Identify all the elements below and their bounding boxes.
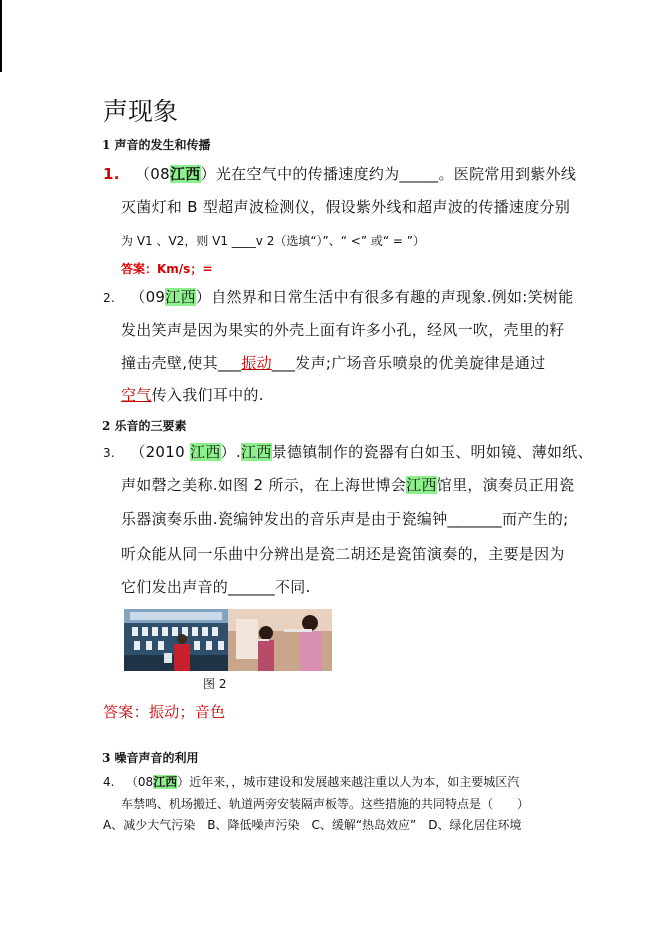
question-1-answer: 答案：Km/s；= bbox=[121, 262, 213, 276]
question-2-line-3-post: 发声;广场音乐喷泉的优美旋律是通过 bbox=[295, 354, 546, 372]
question-3-line-4: 听众能从同一乐曲中分辨出是瓷二胡还是瓷笛演奏的，主要是因为 bbox=[121, 545, 565, 563]
section-heading-1: 1 声音的发生和传播 bbox=[102, 138, 211, 152]
question-1-text: ）光在空气中的传播速度约为_____。医院常用到紫外线 bbox=[200, 165, 577, 183]
question-1-source-tag: 江西 bbox=[169, 165, 201, 183]
question-3-line-1 bbox=[103, 441, 593, 462]
question-4-options: A、减少大气污染 B、降低噪声污染 C、缓解“热岛效应” D、绿化居住环境 bbox=[103, 818, 522, 832]
blank-underline: ___ bbox=[271, 354, 296, 372]
question-3-line-2 bbox=[121, 474, 574, 495]
question-4-paren: （08 bbox=[125, 775, 154, 789]
question-3-pavilion-tag: 江西 bbox=[406, 476, 437, 494]
question-4-line-1 bbox=[103, 773, 519, 790]
question-4-source-tag: 江西 bbox=[153, 775, 178, 789]
question-2-source-tag: 江西 bbox=[165, 288, 196, 306]
question-2-line-4-post: 传入我们耳中的. bbox=[151, 386, 264, 404]
question-3-paren-close: ）. bbox=[220, 443, 242, 461]
question-2-line-4 bbox=[121, 384, 264, 405]
question-4-line-2: 车禁鸣、机场搬迁、轨道两旁安装隔声板等。这些措施的共同特点是（ ） bbox=[121, 797, 530, 811]
question-4-number: 4. bbox=[103, 775, 115, 789]
question-2-text: ）自然界和日常生活中有很多有趣的声现象.例如:笑树能 bbox=[195, 288, 574, 306]
section-heading-3: 3 噪音声音的利用 bbox=[102, 751, 199, 765]
question-3-paren: （2010 bbox=[130, 443, 185, 461]
question-2-line-3 bbox=[121, 352, 545, 373]
question-3-line-2-a: 声如磬之美称.如图 2 所示，在上海世博会 bbox=[121, 476, 407, 494]
answer-fill-vibration: 振动 bbox=[241, 354, 272, 372]
question-3-line-5: 它们发出声音的______不同. bbox=[121, 578, 311, 596]
question-1-line-3: 为 V1 、V2，则 V1 ____v 2（选填“）”、“ <” 或“ = ”） bbox=[121, 234, 426, 248]
question-3-region-tag: 江西 bbox=[241, 443, 272, 461]
question-3-text: 景德镇制作的瓷器有白如玉、明如镜、薄如纸、 bbox=[271, 443, 593, 461]
question-2-line-2: 发出笑声是因为果实的外壳上面有许多小孔，经风一吹，壳里的籽 bbox=[121, 321, 565, 339]
figure-2-caption: 图 2 bbox=[203, 677, 227, 691]
question-3-line-3: 乐器演奏乐曲.瓷编钟发出的音乐声是由于瓷编钟_______而产生的; bbox=[121, 510, 569, 528]
page-title: 声现象 bbox=[103, 97, 179, 126]
answer-fill-air: 空气 bbox=[121, 386, 152, 404]
question-1-line-1 bbox=[103, 163, 576, 184]
question-3-line-2-b: 馆里，演奏员正用瓷 bbox=[436, 476, 575, 494]
question-1-paren: （08 bbox=[134, 165, 170, 183]
question-2-paren: （09 bbox=[130, 288, 166, 306]
section-heading-2: 2 乐音的三要素 bbox=[102, 419, 187, 433]
question-2-line-1 bbox=[103, 286, 574, 307]
question-1-number: 1. bbox=[103, 165, 120, 183]
question-3-source-tag: 江西 bbox=[190, 443, 221, 461]
question-4-text: ）近年来，，城市建设和发展越来越注重以人为本，如主要城区汽 bbox=[177, 775, 520, 789]
blank-underline: ___ bbox=[217, 354, 242, 372]
question-1-line-2: 灭菌灯和 B 型超声波检测仪，假设紫外线和超声波的传播速度分别 bbox=[121, 198, 571, 216]
question-2-line-3-pre: 撞击壳壁,使其 bbox=[121, 354, 218, 372]
figure-2-photo bbox=[124, 609, 332, 671]
question-3-number: 3. bbox=[103, 446, 116, 460]
page-edge-line bbox=[0, 0, 2, 72]
question-3-answer: 答案：振动；音色 bbox=[103, 703, 226, 721]
question-2-number: 2. bbox=[103, 291, 116, 305]
